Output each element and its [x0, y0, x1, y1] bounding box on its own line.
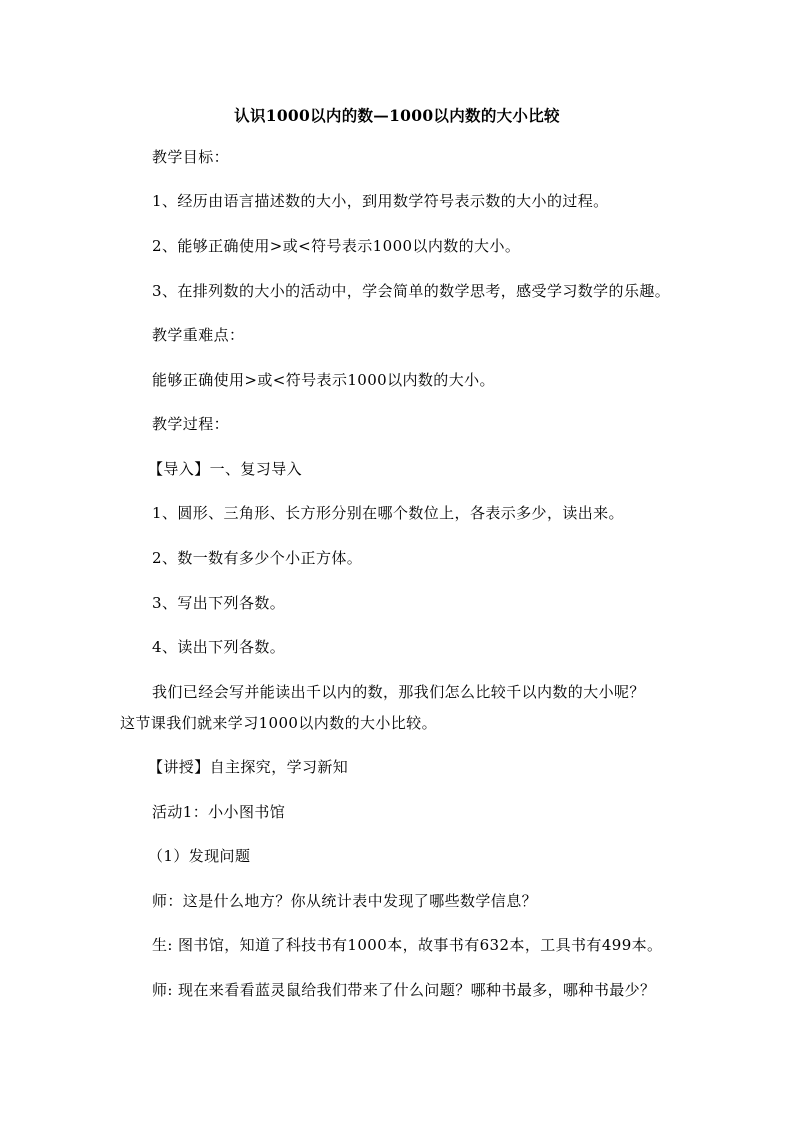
dialogue-line: 生: 图书馆，知道了科技书有1000本，故事书有632本，工具书有499本。 — [152, 936, 663, 954]
paragraph-line: 我们已经会写并能读出千以内的数，那我们怎么比较千以内数的大小呢？ — [152, 683, 645, 701]
objective-item: 1、经历由语言描述数的大小，到用数学符号表示数的大小的过程。 — [152, 192, 609, 210]
review-item: 1、圆形、三角形、长方形分别在哪个数位上，各表示多少，读出来。 — [152, 504, 624, 522]
activity-heading: 活动1：小小图书馆 — [152, 803, 286, 821]
step-heading-intro: 【导入】一、复习导入 — [148, 460, 303, 478]
section-heading-key-points: 教学重难点： — [152, 326, 245, 344]
key-point-text: 能够正确使用>或<符号表示1000以内数的大小。 — [152, 371, 495, 389]
dialogue-line: 师: 现在来看看蓝灵鼠给我们带来了什么问题？哪种书最多，哪种书最少？ — [152, 981, 656, 999]
objective-item: 2、能够正确使用>或<符号表示1000以内数的大小。 — [152, 237, 521, 255]
document-title: 认识1000以内的数—1000以内数的大小比较 — [234, 106, 560, 125]
paragraph-line: 这节课我们就来学习1000以内数的大小比较。 — [120, 714, 437, 732]
objective-item: 3、在排列数的大小的活动中，学会简单的数学思考，感受学习数学的乐趣。 — [152, 282, 671, 300]
review-item: 3、写出下列各数。 — [152, 594, 286, 612]
section-heading-process: 教学过程： — [152, 415, 230, 433]
review-item: 4、读出下列各数。 — [152, 638, 286, 656]
step-heading-teaching: 【讲授】自主探究，学习新知 — [148, 758, 349, 776]
section-heading-objectives: 教学目标： — [152, 148, 230, 166]
dialogue-line: 师：这是什么地方？你从统计表中发现了哪些数学信息？ — [152, 892, 538, 910]
subsection-heading: （1）发现问题 — [148, 847, 251, 865]
review-item: 2、数一数有多少个小正方体。 — [152, 549, 363, 567]
